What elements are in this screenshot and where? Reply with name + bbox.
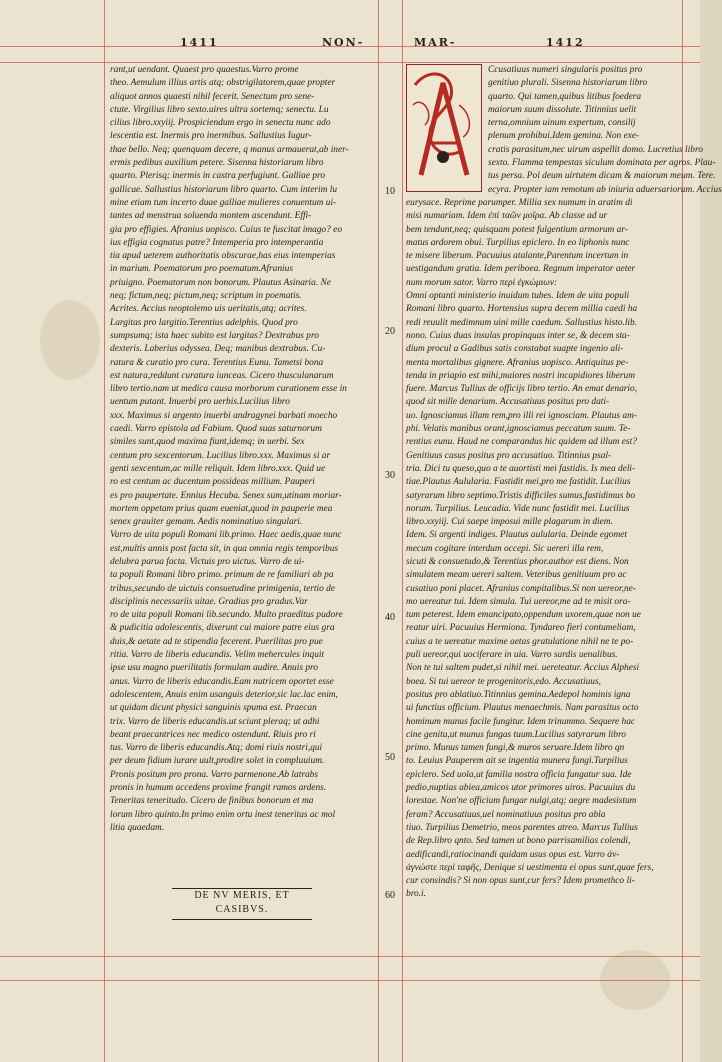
text-line: matus ardorem obui. Turpilius epiclero. In eo liphonis nunc bbox=[406, 237, 630, 248]
text-line: Varro de uita populi Romani lib.primo. Haec aedis,quae nunc bbox=[110, 530, 342, 541]
text-line: Largitas pro largitio.Terentius adelphis. Quod pro bbox=[110, 317, 298, 328]
text-line: hominum munus facile fungitur. Idem trinummo. Sequere hac bbox=[406, 716, 636, 727]
text-line: ut quidam dicunt physici sanguinis spuma est. Praecan bbox=[110, 703, 317, 714]
text-line: thae bello. Neq; quenquam decere, q manus armauerat,ab iner- bbox=[110, 144, 349, 155]
text-line: ui functius officium. Plautus menaechmis. Nam parasitus octo bbox=[406, 703, 639, 714]
text-line: ro est centum ac ducentum possideas millium. Pauperi bbox=[110, 477, 315, 488]
running-title-right: MAR- bbox=[414, 36, 457, 49]
text-line: aliquot annos quaesti nihil fecerit. Senectum pro sene- bbox=[110, 91, 315, 102]
running-header bbox=[0, 34, 700, 54]
text-line: uo. Ignosciamus illam rem,pro illi rei ignosciam. Plautus am- bbox=[406, 410, 637, 421]
text-line: dium procul a Gadibus satis constabat suapte ingenio ali- bbox=[406, 344, 624, 355]
text-line: puli uereor,qui uociferare in uia. Varro sardis uenalibus. bbox=[406, 650, 618, 661]
line-number: 30 bbox=[385, 470, 395, 481]
text-line: norum. Turpilius. Leucadia. Vide nunc fastidit mei. Lucilius bbox=[406, 503, 630, 514]
text-line: tribus,secundo de uictuis consuetudine primigenia, tertio de bbox=[110, 583, 335, 594]
text-line: tus. Varro de liberis educandis.Atq; domi riuis nostri,qui bbox=[110, 743, 323, 754]
text-line: ritia. Varro de liberis educandis. Velim mehercules inquit bbox=[110, 650, 325, 661]
text-line: anus. Varro de liberis educandis.Eam nutricem oportet esse bbox=[110, 676, 334, 687]
text-line: bem tendunt,neq; quisquam potest fulgentium armorum ar- bbox=[406, 224, 628, 235]
text-line: misi numariam. Idem ἐπὶ ταῶν μοῖρα. Ab classe ad ur bbox=[406, 211, 608, 222]
text-line: ta populi Romani libro primo. primum de re familiari ab pa bbox=[110, 570, 334, 581]
text-line: lescentia est. Inermis pro inermibus. Sallustius Iugur- bbox=[110, 131, 312, 142]
text-line: & pudicitia adolescentis, dixerunt cui maiore patre eius gra bbox=[110, 623, 335, 634]
left-text-column bbox=[110, 64, 372, 902]
text-line: sexto. Flamma tempestas siculum dominata per agros. Plau- bbox=[488, 158, 716, 169]
text-line: cusatiuo poni placet. Afranius compitalibus.Si non uereor,ne- bbox=[406, 583, 636, 594]
text-line: simulatem meam uereri saltem. Veteribus genitiuum pro ac bbox=[406, 570, 627, 581]
section-title-box bbox=[172, 888, 312, 920]
text-line: disciplinis necessariis uitae. Gradius pro gradus.Var bbox=[110, 596, 308, 607]
text-line: to. Leuius Pauperem ait se ingentia munera fungi.Turpilius bbox=[406, 756, 628, 767]
text-line: nono. Cuius duas insulas propinquas inter se, & decem sta- bbox=[406, 330, 630, 341]
initial-a-icon bbox=[407, 65, 481, 191]
red-rule-line bbox=[104, 0, 105, 1062]
text-line: rentius eunu. Haud ne comparandus hic quidem ad illum est? bbox=[406, 437, 637, 448]
text-line: tiuo. Turpilius Demetrio, meos parentes atreo. Marcus Tullius bbox=[406, 822, 638, 833]
text-line: Non te tui saltem pudet,si nihil mei. uereteatur. Accius Alphesi bbox=[406, 663, 640, 674]
text-line: cine genitu,ut munus fungas tuum.Lucilius satyrarum libro bbox=[406, 729, 626, 740]
text-line: ius effigia cognatus patre? Intemperia pro intemperantia bbox=[110, 237, 324, 248]
text-line: tus persa. Pol deum uirtutem dicam & maiorum meum. Tere. bbox=[488, 171, 716, 182]
decorated-initial-letter bbox=[406, 64, 482, 192]
text-line: Romani libro quarto. Hortensius supra decem millia caedi ha bbox=[406, 304, 638, 315]
text-line: plenum prohibui.Idem gemina. Non exe- bbox=[488, 131, 640, 142]
text-line: Pronis positum pro prona. Varro parmenone.Ab latrabs bbox=[110, 769, 318, 780]
red-rule-line bbox=[0, 956, 700, 957]
line-number: 50 bbox=[385, 752, 395, 763]
running-title-left: NON- bbox=[322, 36, 365, 49]
text-line: tum peterest. Idem emancipato,oppendum uxorem,quae non ue bbox=[406, 610, 641, 621]
text-line: ro de uita populi Romani lib.secundo. Multo praeditus pudore bbox=[110, 610, 343, 621]
text-line: libro tertio.nam ut medica causa morborum curationem esse in bbox=[110, 384, 347, 395]
text-line: maiorum suum dissolute. Titinnius uelit bbox=[488, 104, 637, 115]
red-rule-line bbox=[0, 62, 700, 63]
red-rule-line bbox=[0, 980, 700, 981]
text-line: beant praecantrices nec medico ostendunt. Riuis pro ri bbox=[110, 729, 316, 740]
text-line: positus pro ablatiuo.Titinnius gemina.Aedepol hominis igna bbox=[406, 689, 631, 700]
text-line: mortem oppetam prius quam eueniat,quod in pauperie mea bbox=[110, 503, 333, 514]
text-line: priuigno. Poematorum non bonorum. Plautus Asinaria. Ne bbox=[110, 277, 331, 288]
text-line: genti sexcentum,ac mille reliquit. Idem libro.xxx. Quid ue bbox=[110, 463, 326, 474]
text-line: mo uereatur tui. Idem simula. Tui uereor,me ad te misit ora- bbox=[406, 596, 631, 607]
text-line: tantes ad menstrua soluenda montem ascendunt. Effi- bbox=[110, 211, 312, 222]
text-line: fuere. Marcus Tullius de officijs libro tertio. An emat denario, bbox=[406, 384, 638, 395]
page-number-left: 1411 bbox=[180, 36, 219, 49]
text-line: es pro paupertate. Ennius Hecuba. Senex sum,utinam moriar- bbox=[110, 490, 342, 501]
text-line: similes sunt,quod maxima fiunt,idemq; in uerbi. Sex bbox=[110, 437, 305, 448]
text-line: cilius libro.xxyiij. Prospiciendum ergo in senectu nunc ado bbox=[110, 118, 331, 129]
text-line: epiclero. Sed uola,ut familia nostra officia fungatur sua. Ide bbox=[406, 769, 632, 780]
text-line: tia apud ueterem authoritatis obscurae,has eius intemperias bbox=[110, 251, 336, 262]
text-line: in marium. Poematorum pro poematum.Afranius bbox=[110, 264, 293, 275]
text-line: tiae.Plautus Aulularia. Fastidit mei,pro me fastidit. Lucilius bbox=[406, 477, 631, 488]
text-line: centum pro sexcentorum. Lucilius libro.xxx. Maximus si ar bbox=[110, 450, 331, 461]
text-line: Teneritas teneritudo. Cicero de finibus bonorum et ma bbox=[110, 796, 314, 807]
text-line: boea. Si tui uereor te progenitoris,edo. Accusatiuus, bbox=[406, 676, 601, 687]
text-line: est,multis annis post facta sit, in qua omnia regis temporibus bbox=[110, 543, 339, 554]
text-line: mine etiam tum incerto duae galliae mulieres conuentum ui- bbox=[110, 197, 337, 208]
text-line: sicuti & consuetudo,& Terentius phor.author est diens. Non bbox=[406, 556, 629, 567]
text-line: quarto. Qui tamen,quibus litibus foedera bbox=[488, 91, 642, 102]
line-number: 20 bbox=[385, 326, 395, 337]
text-line: senex grauiter gemam. Aedis nominatiuo singulari. bbox=[110, 517, 303, 528]
text-line: redi reuulit medimnum uini mille caedum. Sallustius histo.lib. bbox=[406, 317, 638, 328]
text-line: genitiuo plurali. Sisenna historiarum libro bbox=[488, 78, 648, 89]
text-line: primo. Munus tamen fungi,& muros seruare.Idem libro qn bbox=[406, 743, 625, 754]
text-line: te misere liberum. Pacuuius atalante,Parentum incertum in bbox=[406, 251, 629, 262]
paper-stain bbox=[40, 300, 100, 380]
line-number: 10 bbox=[385, 186, 395, 197]
text-line: aedificandi,ratiocinandi quidam usus opus est. Varro ἀν- bbox=[406, 849, 620, 860]
text-line: pedio,nuptias abiea,amicos utor primores uiros. Pacuuius du bbox=[406, 783, 636, 794]
right-text-column bbox=[406, 64, 722, 944]
text-line: cur consindis? Si non opus sunt,cur fers? Idem promethco li- bbox=[406, 876, 635, 887]
text-line: duis,& aetate ad te stipendia fecerent. Puerilitas pro pue bbox=[110, 636, 323, 647]
text-line: cuius a te uereatur maxime aetas gratulatione nihil ne te po- bbox=[406, 636, 634, 647]
text-line: feram? Accusatiuus,uel nominatiuus positus pro abla bbox=[406, 809, 606, 820]
section-title-line: CASIBVS. bbox=[215, 904, 269, 915]
text-line: trix. Varro de liberis educandis.ut sciunt pleraq; ut adhi bbox=[110, 716, 320, 727]
text-line: delubra parua facta. Victuis pro uictus. Varro de ui- bbox=[110, 556, 305, 567]
text-line: phi. Velatis manibus orant,ignosciamus peccatum suum. Te- bbox=[406, 424, 631, 435]
text-line: litia quaedam. bbox=[110, 822, 165, 833]
text-line: menta mortalibus gignere. Afranius uopisco. Antiquitus pe- bbox=[406, 357, 629, 368]
text-line: lorum libro quinto.In primo enim ortu inest teneritas ac mol bbox=[110, 809, 336, 820]
text-line: Idem. Si argenti indiges. Plautus aulularia. Deinde egomet bbox=[406, 530, 627, 541]
text-line: ecyra. Propter iam remotum ab iniuria aduersariorum. Accius bbox=[488, 184, 722, 195]
text-line: per deum fidium iurare uult,prodire solet in compluuium. bbox=[110, 756, 325, 767]
text-line: ratura & curatio pro cura. Terentius Eunu. Tametsi bona bbox=[110, 357, 324, 368]
text-line: gia pro effigies. Afranius uopisco. Cuius te fuscitat imago? eo bbox=[110, 224, 343, 235]
text-line: lorestae. Non'ne officium fungar nulgi,atq; aegre madesistum bbox=[406, 796, 637, 807]
text-line: quarto. Plerisq; inermis in castra perfugiunt. Galliae pro bbox=[110, 171, 326, 182]
text-line: de Rep.libro qnto. Sed tamen ut bono parrisamilias colendi, bbox=[406, 836, 631, 847]
text-line: Genitiuus casus positus pro accusatiuo. Titinnius psal- bbox=[406, 450, 612, 461]
text-line: tenda in priapio est mihi,maiores nostri incapidiores liberum bbox=[406, 370, 635, 381]
line-number: 40 bbox=[385, 612, 395, 623]
text-line: theo. Aemulum illius artis atq; obstrigilatorem,quae propter bbox=[110, 78, 336, 89]
page-number-right: 1412 bbox=[546, 36, 585, 49]
text-line: reatur uiri. Pacuuius Hermiona. Tyndareo fieri contumeliam, bbox=[406, 623, 636, 634]
text-line: sumpsumq; ista haec subito est largitas? Dextrabus pro bbox=[110, 330, 319, 341]
text-line: num morum sator. Varro περὶ ἐγκώμιων: bbox=[406, 277, 558, 288]
text-line: quod sit mille denarium. Accusatiuus positus pro dati- bbox=[406, 397, 610, 408]
text-line: cratis parasitum,nec uirum aspellit domo. Lucretius libro bbox=[488, 144, 703, 155]
text-line: est natura,reddunt curatura iunceas. Cicero thusculanarum bbox=[110, 370, 334, 381]
text-line: ermis pedibus auxilium petere. Sisenna historiarum libro bbox=[110, 158, 324, 169]
text-line: Omni optanti ministerio inuidum tubes. Idem de uita populi bbox=[406, 291, 630, 302]
text-line: ctute. Virgilius libro sexto.uires ultra sortemq; senectu. Lu bbox=[110, 104, 329, 115]
text-line: adolescentem, Anuis enim usanguis deterior,sic lac.lac enim, bbox=[110, 689, 338, 700]
line-number: 60 bbox=[385, 890, 395, 901]
text-line: pronis in humum accedens proxime frangit ramos ardens. bbox=[110, 783, 327, 794]
red-rule-line bbox=[378, 0, 379, 1062]
text-line: terna,omnium uinum expertum, consilij bbox=[488, 118, 636, 129]
text-line: ἀγνώστε περὶ ταφῆς, Denique si uestimenta ei opus sunt,quae fers, bbox=[406, 862, 654, 873]
text-line: tria. Dici tu queso,quo a te auortisti mei fastidis. Is mea deli- bbox=[406, 463, 636, 474]
text-line: xxx. Maximus si argento inuerbi andragynei barbati moecho bbox=[110, 410, 338, 421]
text-line: neq; fictum,neq; pictum,neq; scriptum in poematis. bbox=[110, 291, 302, 302]
text-line: uestigandum gratia. Idem periboea. Regnum imperator aeter bbox=[406, 264, 636, 275]
text-line: Acrites. Accius neoptolemo uis ueritatis,atq; acrites. bbox=[110, 304, 307, 315]
text-line: caedi. Varro epistola ad Fabium. Quod suas saturnorum bbox=[110, 424, 322, 435]
section-title-line: DE NV MERIS, ET bbox=[194, 890, 290, 901]
red-rule-line bbox=[402, 0, 403, 1062]
text-line: bro.i. bbox=[406, 889, 426, 900]
text-line: gallicae. Sallustius historiarum libro quarto. Cum interim lu bbox=[110, 184, 338, 195]
text-line: mecum cogitare interdum occepi. Sic uereri illa rem, bbox=[406, 543, 604, 554]
text-line: ipse usu magno puerilitatis formulam audire. Anuis pro bbox=[110, 663, 318, 674]
text-line: libro.xxyiij. Cui saepe imposui mille plagarum in diem. bbox=[406, 517, 613, 528]
text-line: dexteris. Laberius odyssea. Deq; manibus dextrabus. Cu- bbox=[110, 344, 326, 355]
text-line: Ccusatiuus numeri singularis positus pro bbox=[488, 65, 643, 75]
text-line: rant,ut uendant. Quaest pro quaestus.Varro prome bbox=[110, 65, 299, 75]
text-line: satyrarum libro septimo.Tristis difficiles sumus,fastidimus bo bbox=[406, 490, 636, 501]
text-line: uentum putant. Inuerbi pro uerbis.Lucilius libro bbox=[110, 397, 290, 408]
text-line: eurysace. Reprime parumper. Millia sex numum in aratim di bbox=[406, 197, 633, 208]
